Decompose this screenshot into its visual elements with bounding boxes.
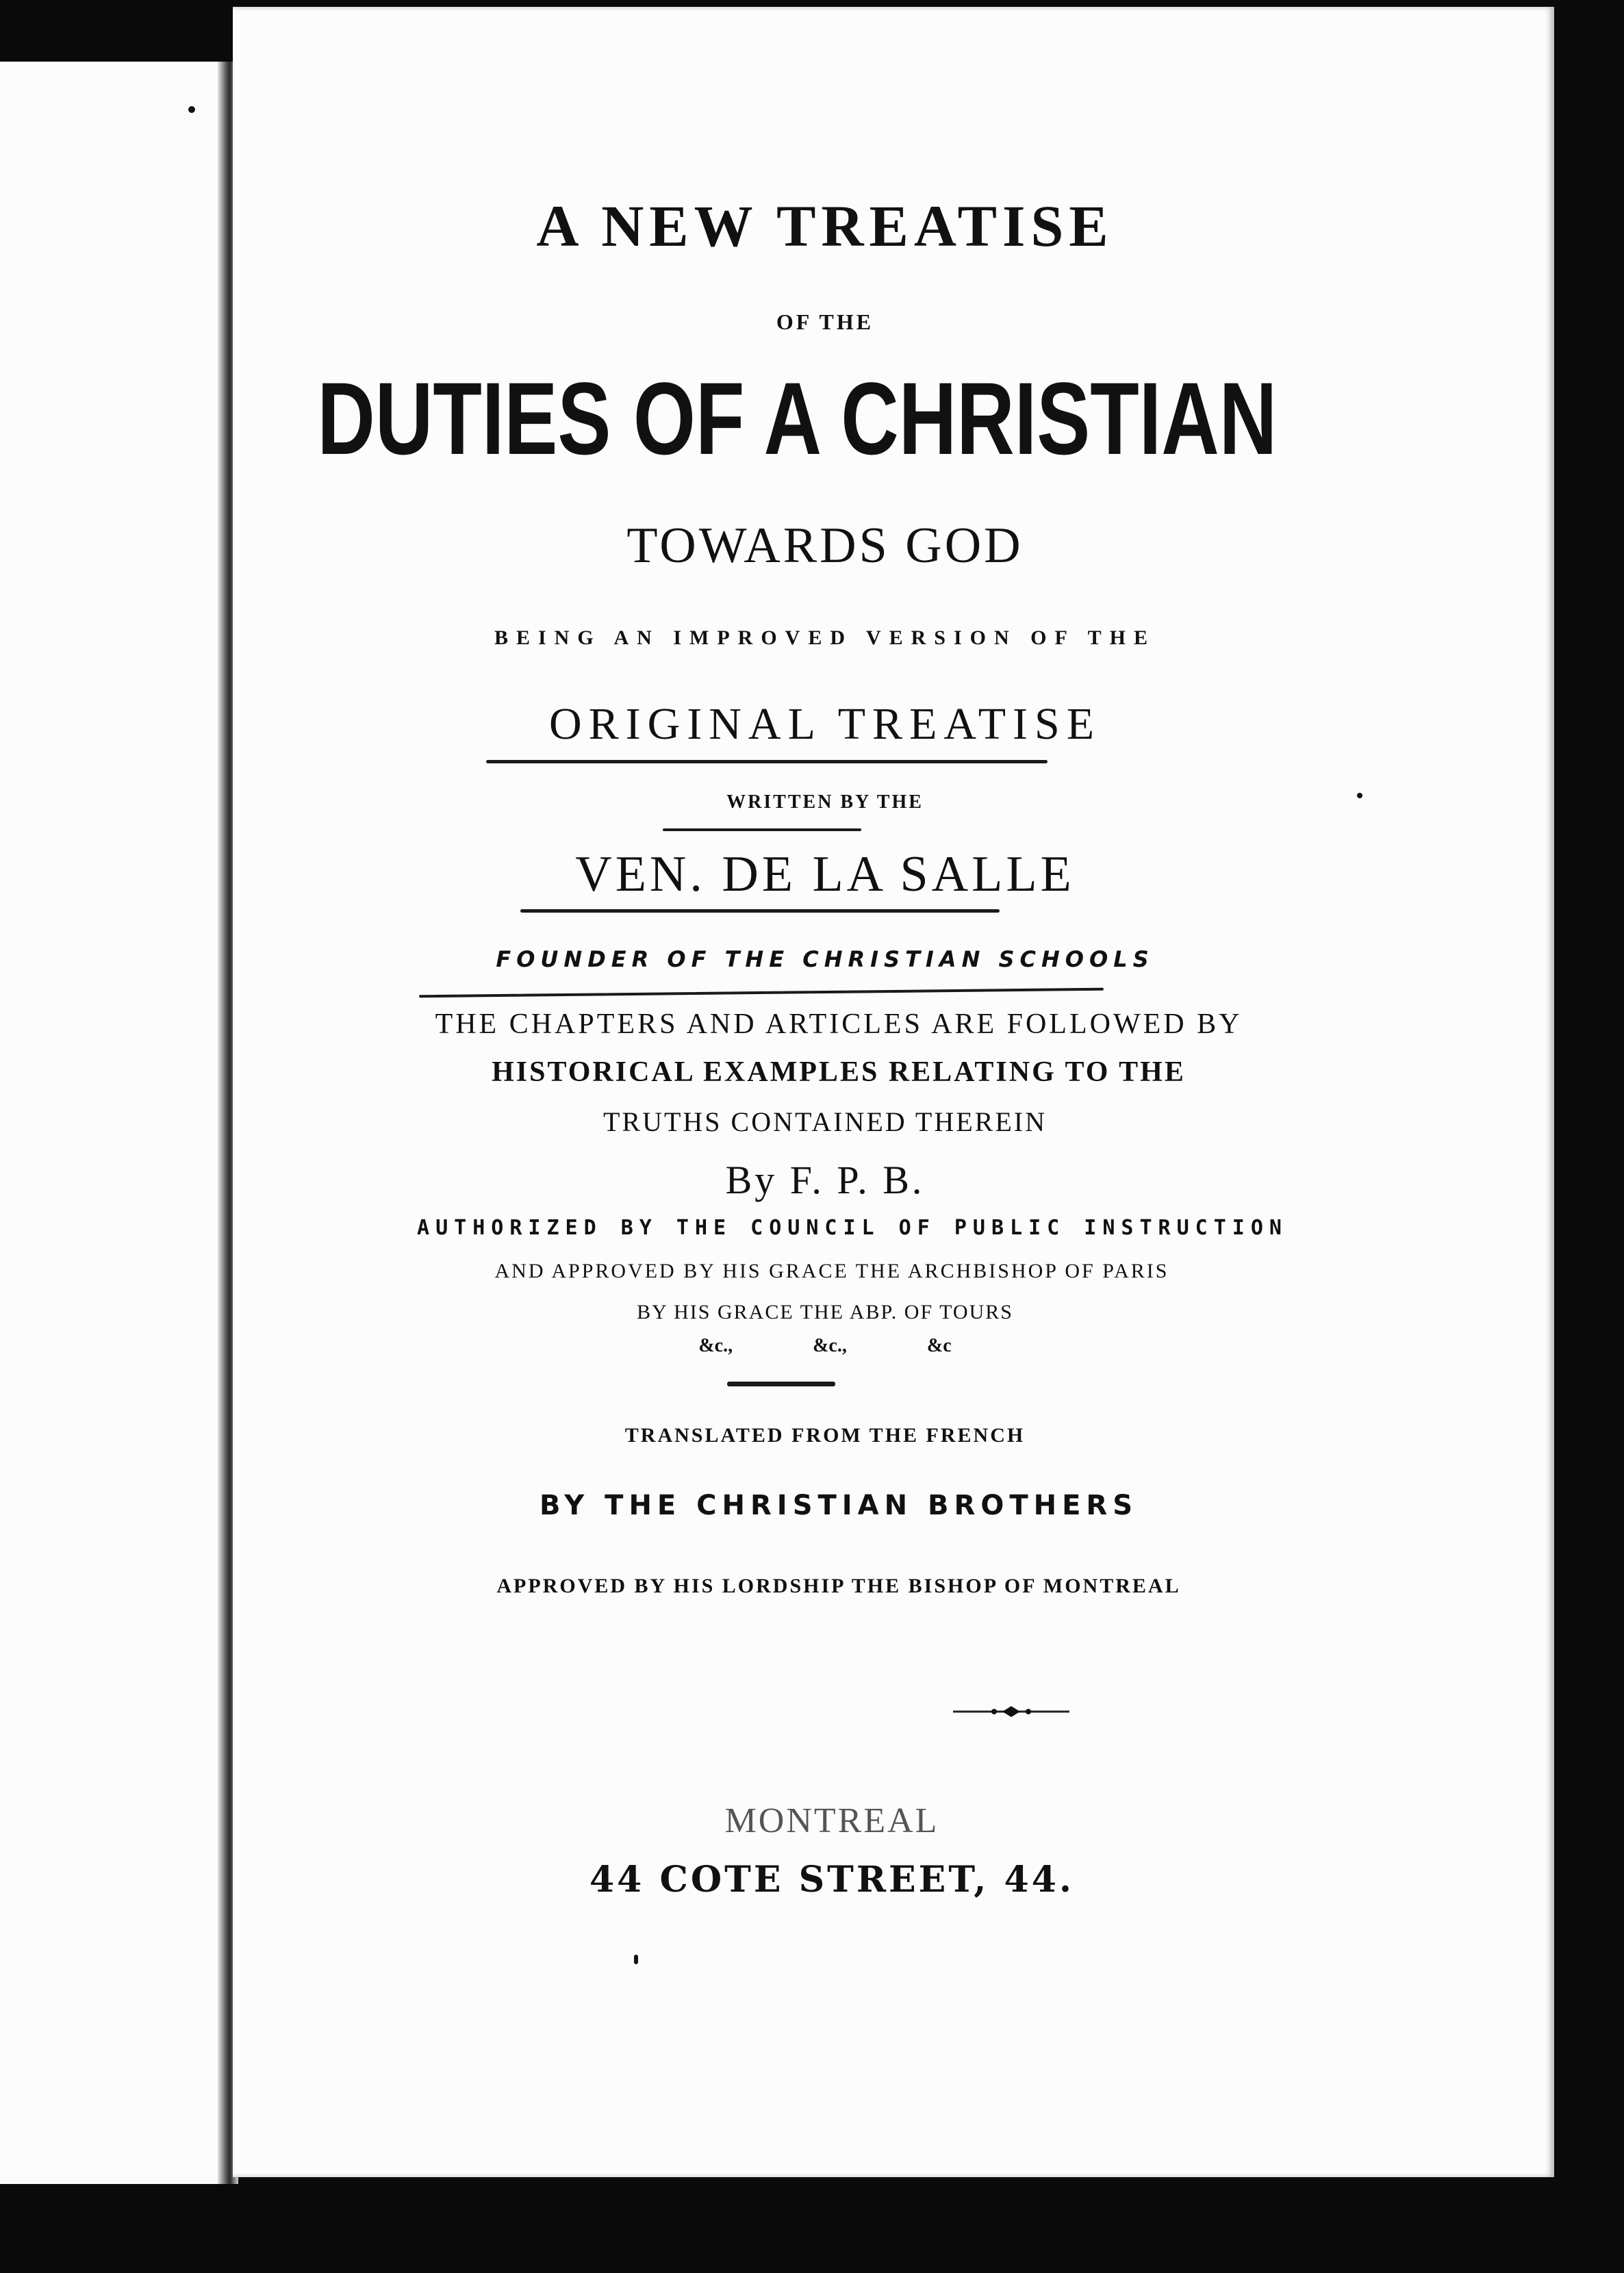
of-the-line: OF THE [776, 309, 874, 334]
approved-montreal-line: APPROVED BY HIS LORDSHIP THE BISHOP OF MONTREAL [496, 1575, 1181, 1597]
being-line: BEING AN IMPROVED VERSION OF THE [494, 626, 1156, 649]
author-name: VEN. DE LA SALLE [575, 846, 1075, 902]
by-fpb-line: By F. P. B. [725, 1158, 925, 1202]
translated-line: TRANSLATED FROM THE FRENCH [624, 1424, 1026, 1447]
ornament-divider [953, 1703, 1069, 1720]
title-page [233, 7, 1554, 2177]
chapters-line-3: TRUTHS CONTAINED THEREIN [602, 1106, 1047, 1137]
authorized-line: AUTHORIZED BY THE COUNCIL OF PUBLIC INSTRUCTION [417, 1216, 1288, 1240]
underline-rule [419, 988, 1104, 998]
founder-line: FOUNDER OF THE CHRISTIAN SCHOOLS [496, 946, 1154, 972]
city-line: MONTREAL [724, 1801, 939, 1840]
underline-rule [663, 828, 861, 831]
underline-rule [520, 909, 1000, 913]
ink-speck [188, 106, 195, 113]
translators-line: BY THE CHRISTIAN BROTHERS [539, 1490, 1139, 1521]
approved-tours-line: BY HIS GRACE THE ABP. OF TOURS [637, 1301, 1013, 1323]
main-title: DUTIES OF A CHRISTIAN [317, 361, 1278, 476]
written-by-line: WRITTEN BY THE [726, 791, 924, 813]
title-line-1: A NEW TREATISE [536, 193, 1114, 259]
approved-paris-line: AND APPROVED BY HIS GRACE THE ARCHBISHOP OF PARIS [494, 1260, 1169, 1282]
underline-rule [486, 760, 1048, 763]
ink-speck [1357, 793, 1362, 798]
chapters-line-2: HISTORICAL EXAMPLES RELATING TO THE [492, 1056, 1186, 1088]
divider-rule [727, 1382, 835, 1386]
subtitle: TOWARDS GOD [626, 518, 1024, 574]
chapters-line-1: THE CHAPTERS AND ARTICLES ARE FOLLOWED BY [435, 1008, 1243, 1040]
address-line: 44 COTE STREET, 44. [589, 1859, 1074, 1901]
etc-line: &c., &c., &c [698, 1335, 952, 1356]
original-treatise-line: ORIGINAL TREATISE [548, 699, 1102, 749]
ink-speck [634, 1955, 638, 1964]
